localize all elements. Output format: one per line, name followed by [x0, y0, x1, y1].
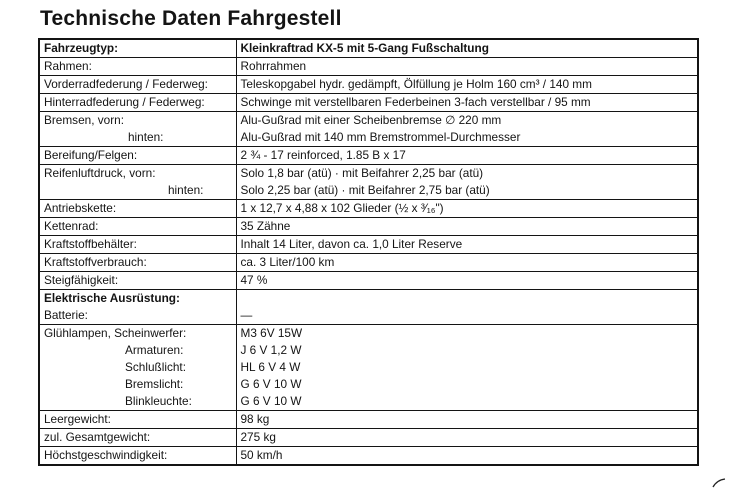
row-value: Inhalt 14 Liter, davon ca. 1,0 Liter Reserve	[236, 236, 698, 254]
row-key: zul. Gesamtgewicht:	[39, 429, 236, 447]
row-value: 47 %	[236, 272, 698, 290]
row-key: Fahrzeugtyp:	[39, 39, 236, 58]
row-value	[236, 290, 698, 308]
row-key: Rahmen:	[39, 58, 236, 76]
row-value: 2 ¾ - 17 reinforced, 1.85 B x 17	[236, 147, 698, 165]
row-value: Teleskopgabel hydr. gedämpft, Ölfüllung je Holm 160 cm³ / 140 mm	[236, 76, 698, 94]
row-value: 1 x 12,7 x 4,88 x 102 Glieder (½ x ³⁄₁₆")	[236, 200, 698, 218]
row-value: Schwinge mit verstellbaren Federbeinen 3-fach verstellbar / 95 mm	[236, 94, 698, 112]
row-value: Alu-Gußrad mit einer Scheibenbremse ∅ 220 mm	[240, 113, 502, 127]
row-key: hinten:	[39, 129, 236, 147]
table-row-steigfaehigkeit	[39, 272, 698, 290]
row-key: Reifenluftdruck, vorn:	[39, 165, 236, 183]
row-key: Schlußlicht:	[39, 359, 236, 376]
row-value: 50 km/h	[236, 447, 698, 466]
spec-table	[38, 38, 699, 466]
row-key: Kraftstoffverbrauch:	[39, 254, 236, 272]
row-value: Alu-Gußrad mit 140 mm Bremstrommel-Durchmesser	[236, 129, 698, 147]
row-key: Kraftstoffbehälter:	[39, 236, 236, 254]
table-row-vorderradfederung	[39, 76, 698, 94]
row-value: 98 kg	[236, 411, 698, 429]
table-row-reifenluftdruck-vorn	[39, 165, 698, 183]
row-value: 275 kg	[236, 429, 698, 447]
table-row-schlusslicht	[39, 359, 698, 376]
row-value: Kleinkraftrad KX-5 mit 5-Gang Fußschaltung	[236, 39, 698, 58]
table-row-fahrzeugtyp	[39, 39, 698, 58]
table-row-antriebskette	[39, 200, 698, 218]
row-value: ca. 3 Liter/100 km	[236, 254, 698, 272]
table-row-blinkleuchte	[39, 393, 698, 411]
row-key: Blinkleuchte:	[39, 393, 236, 411]
row-value: J 6 V 1,2 W	[240, 343, 302, 357]
row-value: M3 6V 15W	[240, 326, 303, 340]
table-row-bremslicht	[39, 376, 698, 393]
table-row-bereifung	[39, 147, 698, 165]
row-key: Batterie:	[39, 307, 236, 325]
pen-mark-icon	[712, 478, 726, 488]
row-key: Elektrische Ausrüstung:	[39, 290, 236, 308]
row-key: Vorderradfederung / Federweg:	[39, 76, 236, 94]
table-row-kettenrad	[39, 218, 698, 236]
row-key: Antriebskette:	[39, 200, 236, 218]
table-row-kraftstoffverbrauch	[39, 254, 698, 272]
table-row-hinterradfederung	[39, 94, 698, 112]
table-row-rahmen	[39, 58, 698, 76]
row-key: Armaturen:	[39, 342, 236, 359]
row-key: Höchstgeschwindigkeit:	[39, 447, 236, 466]
row-key: Bremsen, vorn:	[39, 112, 236, 130]
table-row-leergewicht	[39, 411, 698, 429]
table-row-hoechstgeschwindigkeit	[39, 447, 698, 466]
row-value: Solo 1,8 bar (atü) · mit Beifahrer 2,25 bar (atü)	[240, 166, 484, 180]
row-value: 35 Zähne	[236, 218, 698, 236]
row-key: Kettenrad:	[39, 218, 236, 236]
row-key: hinten:	[39, 182, 236, 200]
table-row-gesamtgewicht	[39, 429, 698, 447]
row-key: Hinterradfederung / Federweg:	[39, 94, 236, 112]
row-value: Solo 2,25 bar (atü) · mit Beifahrer 2,75 bar (atü)	[236, 182, 698, 200]
row-value: HL 6 V 4 W	[240, 360, 301, 374]
row-key: Bremslicht:	[39, 376, 236, 393]
row-value: G 6 V 10 W	[236, 393, 698, 411]
row-value: Rohrrahmen	[236, 58, 698, 76]
table-row-kraftstoffbehaelter	[39, 236, 698, 254]
table-row-armaturen	[39, 342, 698, 359]
row-value: —	[236, 307, 698, 325]
page-title: Technische Daten Fahrgestell	[40, 7, 342, 30]
table-row-bremsen-vorn	[39, 112, 698, 130]
table-row-elektrische-ausruestung	[39, 290, 698, 308]
row-key: Glühlampen, Scheinwerfer:	[39, 325, 236, 343]
row-key: Leergewicht:	[39, 411, 236, 429]
table-row-bremsen-hinten	[39, 129, 698, 147]
row-key: Steigfähigkeit:	[39, 272, 236, 290]
row-value: G 6 V 10 W	[240, 377, 302, 391]
row-key: Bereifung/Felgen:	[39, 147, 236, 165]
table-row-reifenluftdruck-hinten	[39, 182, 698, 200]
table-row-scheinwerfer	[39, 325, 698, 343]
table-row-batterie	[39, 307, 698, 325]
